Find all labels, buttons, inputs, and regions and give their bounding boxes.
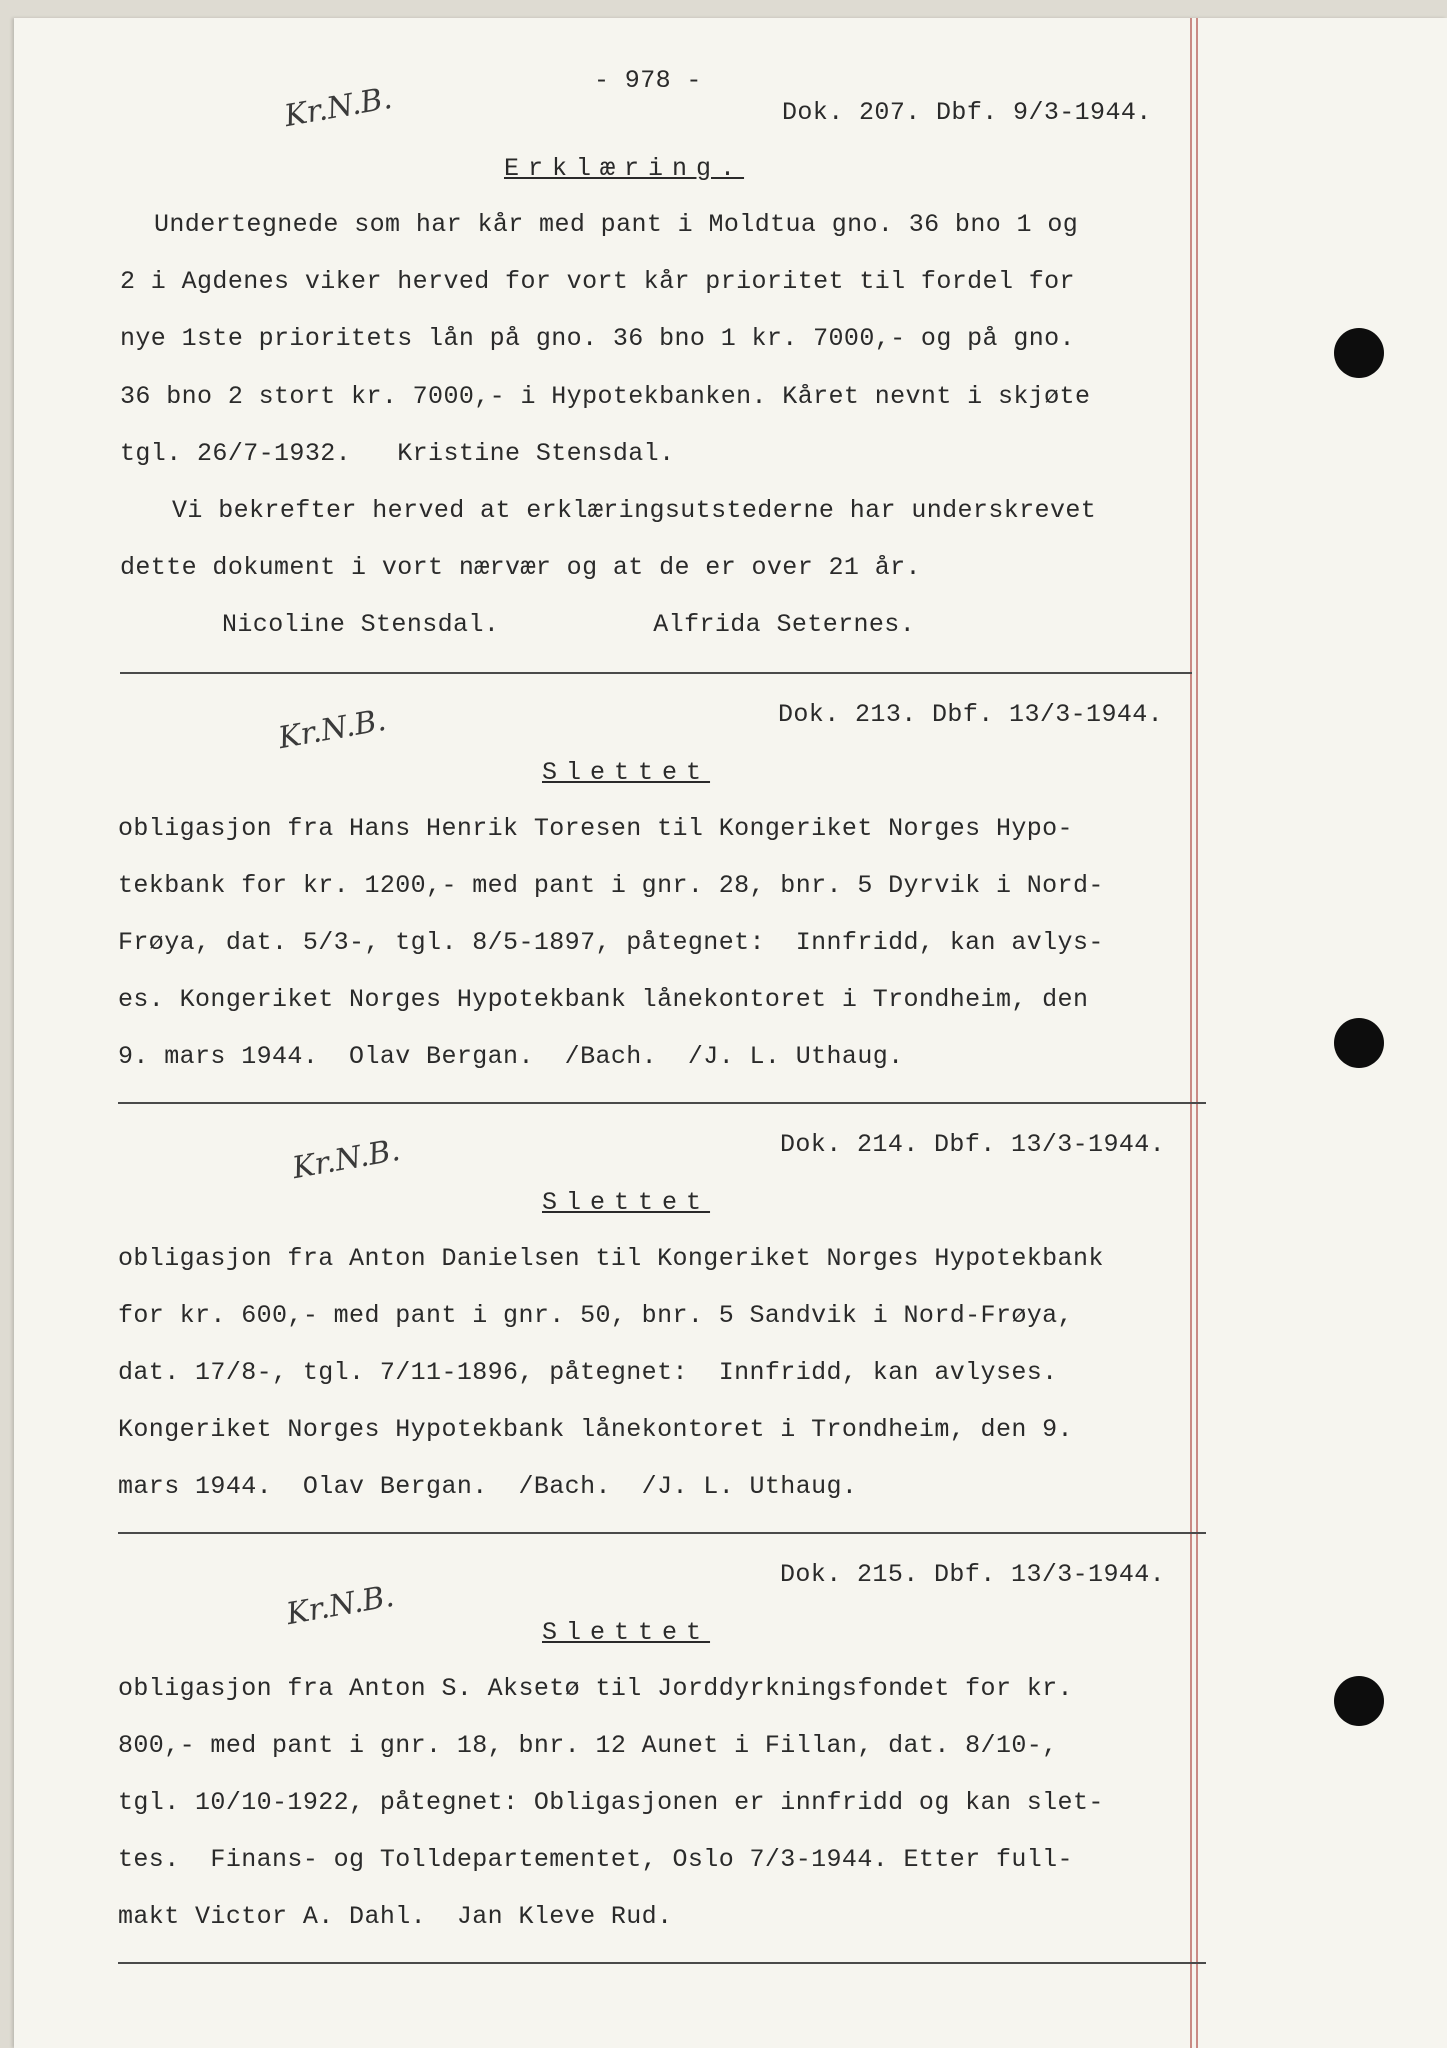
text-line: 800,- med pant i gnr. 18, bnr. 12 Aunet i Fillan, dat. 8/10-, <box>118 1731 1058 1760</box>
text-line: es. Kongeriket Norges Hypotekbank lånekontoret i Trondheim, den <box>118 985 1089 1014</box>
text-line: 9. mars 1944. Olav Bergan. /Bach. /J. L. Uthaug. <box>118 1042 904 1071</box>
handwritten-margin-note: Kr.N.B. <box>275 702 389 757</box>
text-line: for kr. 600,- med pant i gnr. 50, bnr. 5 Sandvik i Nord-Frøya, <box>118 1301 1073 1330</box>
punch-hole-icon <box>1334 1018 1384 1068</box>
handwritten-margin-note: Kr.N.B. <box>281 80 395 135</box>
text-line: tekbank for kr. 1200,- med pant i gnr. 28, bnr. 5 Dyrvik i Nord- <box>118 871 1104 900</box>
text-line: dat. 17/8-, tgl. 7/11-1896, påtegnet: Innfridd, kan avlyses. <box>118 1358 1058 1387</box>
text-line: obligasjon fra Anton Danielsen til Kongeriket Norges Hypotekbank <box>118 1244 1104 1273</box>
punch-hole-icon <box>1334 1676 1384 1726</box>
handwritten-margin-note: Kr.N.B. <box>289 1132 403 1187</box>
text-line: Vi bekrefter herved at erklæringsutstederne har underskrevet <box>172 496 1097 525</box>
text-line: Frøya, dat. 5/3-, tgl. 8/5-1897, påtegnet: Innfridd, kan avlys- <box>118 928 1104 957</box>
text-line: 2 i Agdenes viker herved for vort kår prioritet til fordel for <box>120 267 1075 296</box>
text-line: mars 1944. Olav Bergan. /Bach. /J. L. Uthaug. <box>118 1472 858 1501</box>
document-reference: Dok. 214. Dbf. 13/3-1944. <box>780 1130 1166 1159</box>
entry-title: Slettet <box>542 758 711 787</box>
text-line: dette dokument i vort nærvær og at de er over 21 år. <box>120 553 921 582</box>
section-divider <box>118 1532 1206 1534</box>
text-line: tgl. 26/7-1932. Kristine Stensdal. <box>120 439 675 468</box>
text-line: obligasjon fra Anton S. Aksetø til Jorddyrkningsfondet for kr. <box>118 1674 1073 1703</box>
text-line: Undertegnede som har kår med pant i Moldtua gno. 36 bno 1 og <box>154 210 1079 239</box>
entry-title: Erklæring. <box>504 154 745 183</box>
text-line: obligasjon fra Hans Henrik Toresen til Kongeriket Norges Hypo- <box>118 814 1073 843</box>
text-line: makt Victor A. Dahl. Jan Kleve Rud. <box>118 1902 673 1931</box>
margin-rule-right <box>1196 18 1198 2048</box>
text-line: 36 bno 2 stort kr. 7000,- i Hypotekbanken. Kåret nevnt i skjøte <box>120 382 1091 411</box>
document-reference: Dok. 213. Dbf. 13/3-1944. <box>778 700 1164 729</box>
signature-line: Nicoline Stensdal. Alfrida Seternes. <box>222 610 916 639</box>
document-page <box>14 18 1447 2048</box>
document-reference: Dok. 215. Dbf. 13/3-1944. <box>780 1560 1166 1589</box>
entry-title: Slettet <box>542 1188 711 1217</box>
document-reference: Dok. 207. Dbf. 9/3-1944. <box>782 98 1152 127</box>
punch-hole-icon <box>1334 328 1384 378</box>
text-line: tes. Finans- og Tolldepartementet, Oslo 7/3-1944. Etter full- <box>118 1845 1073 1874</box>
handwritten-margin-note: Kr.N.B. <box>283 1578 397 1633</box>
text-line: tgl. 10/10-1922, påtegnet: Obligasjonen er innfridd og kan slet- <box>118 1788 1104 1817</box>
section-divider <box>118 1102 1206 1104</box>
margin-rule-left <box>1190 18 1192 2048</box>
section-divider <box>118 1962 1206 1964</box>
text-line: Kongeriket Norges Hypotekbank lånekontoret i Trondheim, den 9. <box>118 1415 1073 1444</box>
page-number: - 978 - <box>594 66 702 95</box>
section-divider <box>120 672 1192 674</box>
entry-title: Slettet <box>542 1618 711 1647</box>
text-line: nye 1ste prioritets lån på gno. 36 bno 1 kr. 7000,- og på gno. <box>120 324 1075 353</box>
